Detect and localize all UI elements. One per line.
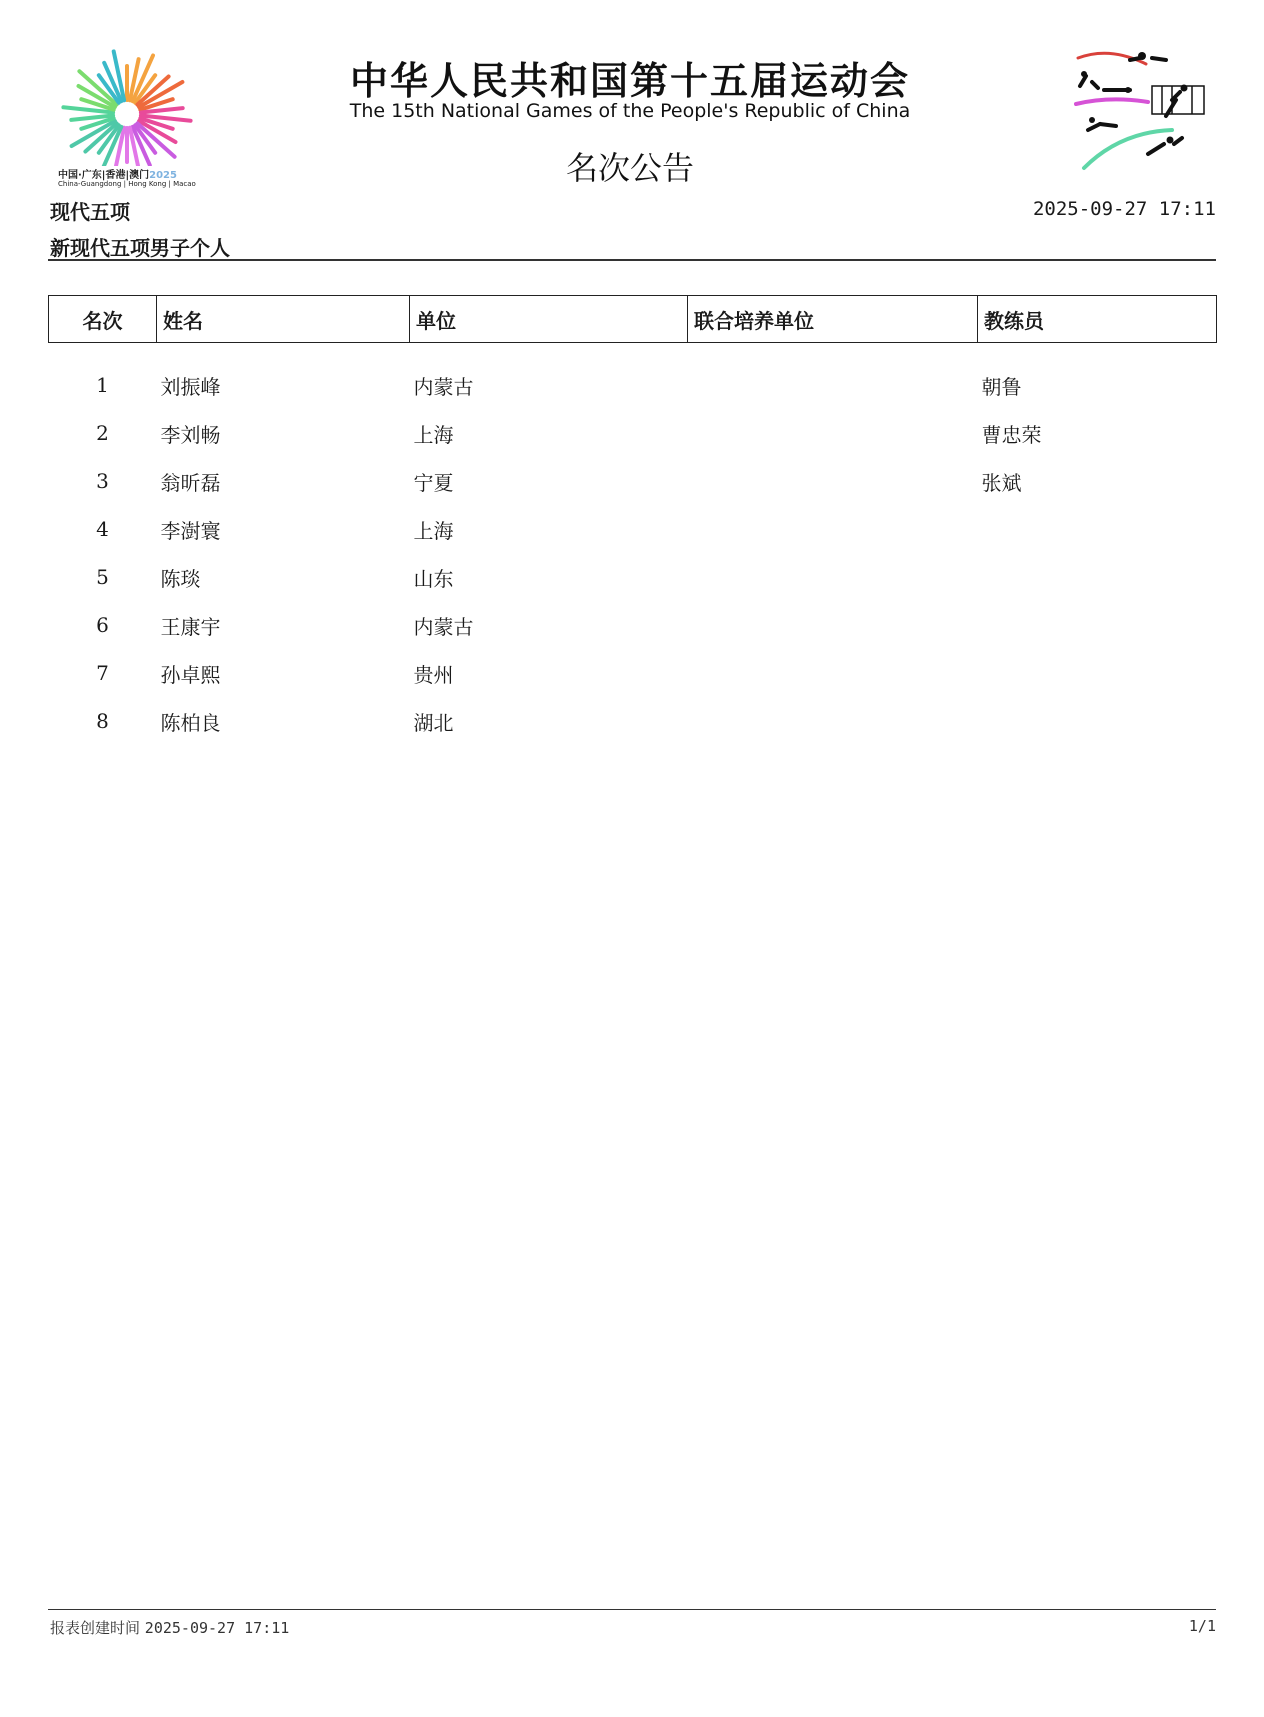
athlete-name-cell: 孙卓熙 — [160, 662, 221, 687]
rank-cell: 5 — [96, 565, 109, 589]
coach-cell — [978, 601, 1217, 649]
unit-cell: 山东 — [413, 566, 454, 591]
coach-cell: 曹忠荣 — [981, 422, 1042, 447]
column-header-rank: 名次 — [49, 296, 157, 343]
report-timestamp: 2025-09-27 17:11 — [1032, 198, 1216, 220]
athlete-name-cell: 陈柏良 — [160, 710, 221, 735]
unit-cell: 内蒙古 — [413, 374, 474, 399]
created-time: 2025-09-27 17:11 — [144, 1619, 290, 1637]
athlete-name-cell: 王康宇 — [160, 614, 221, 639]
athlete-name-cell: 翁昕磊 — [160, 470, 221, 495]
rank-cell: 8 — [96, 709, 109, 733]
table-row — [49, 697, 1217, 745]
unit-cell: 内蒙古 — [413, 614, 474, 639]
athlete-name-cell: 陈琰 — [160, 566, 201, 591]
table-row — [49, 409, 1217, 457]
column-header-coach: 教练员 — [978, 296, 1217, 343]
joint-unit-cell — [688, 361, 978, 409]
unit-cell: 宁夏 — [413, 470, 454, 495]
coach-cell — [978, 697, 1217, 745]
flower-emblem-icon — [52, 34, 202, 166]
rank-cell: 6 — [96, 613, 109, 637]
rank-cell: 3 — [96, 469, 109, 493]
rank-cell: 1 — [96, 373, 109, 397]
logo-year: 2025 — [149, 170, 177, 181]
event-name: 新现代五项男子个人 — [50, 236, 230, 260]
athlete-name-cell: 李澍寰 — [160, 518, 221, 543]
joint-unit-cell — [688, 601, 978, 649]
table-row — [49, 553, 1217, 601]
athlete-name-cell: 刘振峰 — [160, 374, 221, 399]
games-title: 中华人民共和国第十五届运动会 — [349, 59, 910, 103]
joint-unit-cell — [688, 697, 978, 745]
table-row — [49, 505, 1217, 553]
page-number: 1/1 — [1188, 1617, 1216, 1635]
column-header-name: 姓名 — [157, 296, 410, 343]
sport-name: 现代五项 — [50, 200, 130, 224]
games-subtitle: The 15th National Games of the People's Republic of China — [349, 100, 911, 122]
unit-cell: 湖北 — [413, 710, 454, 735]
created-label: 报表创建时间 — [50, 1619, 141, 1637]
logo-text-cn: 中国·广东|香港|澳门2025 — [58, 170, 177, 181]
unit-cell: 贵州 — [413, 662, 454, 687]
coach-cell — [978, 505, 1217, 553]
column-header-unit: 单位 — [410, 296, 688, 343]
joint-unit-cell — [688, 553, 978, 601]
joint-unit-cell — [688, 457, 978, 505]
table-header-row — [49, 296, 1217, 343]
unit-cell: 上海 — [413, 518, 454, 543]
games-logo — [52, 34, 202, 194]
results-table — [48, 295, 1217, 745]
modern-pentathlon-pictogram-icon — [1070, 44, 1212, 182]
table-row — [49, 457, 1217, 505]
joint-unit-cell — [688, 505, 978, 553]
joint-unit-cell — [688, 409, 978, 457]
document-title: 名次公告 — [565, 149, 694, 187]
coach-cell — [978, 649, 1217, 697]
rank-cell: 2 — [96, 421, 109, 445]
joint-unit-cell — [688, 649, 978, 697]
unit-cell: 上海 — [413, 422, 454, 447]
athlete-name-cell: 李刘畅 — [160, 422, 221, 447]
header-divider — [48, 259, 1216, 261]
rank-cell: 4 — [96, 517, 109, 541]
footer-divider — [48, 1609, 1216, 1610]
table-row — [49, 361, 1217, 409]
footer-created — [50, 1617, 289, 1638]
coach-cell: 朝鲁 — [981, 374, 1022, 399]
coach-cell: 张斌 — [981, 470, 1022, 495]
rank-cell: 7 — [96, 661, 109, 685]
table-row — [49, 649, 1217, 697]
logo-text-en: China-Guangdong | Hong Kong | Macao — [58, 180, 196, 188]
column-header-joint-unit: 联合培养单位 — [688, 296, 978, 343]
coach-cell — [978, 553, 1217, 601]
table-row — [49, 601, 1217, 649]
